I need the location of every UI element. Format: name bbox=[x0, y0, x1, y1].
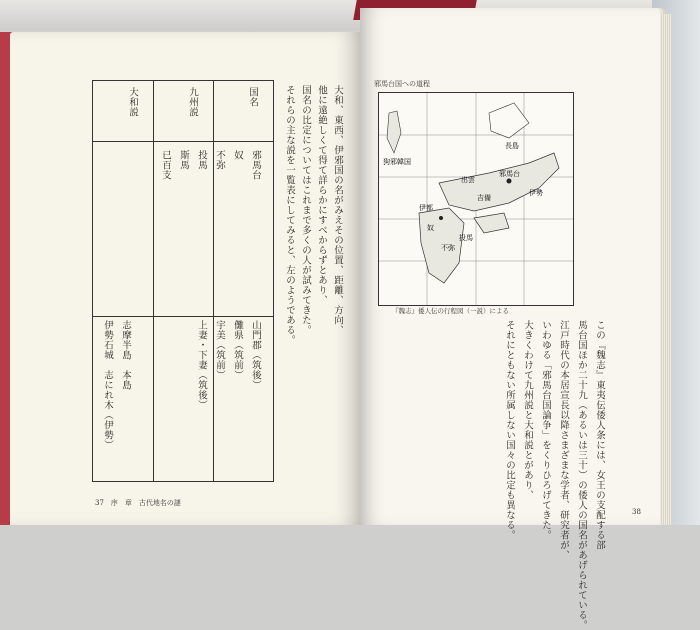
body-text-line: 大和、東西、伊邪国の名がみえその位置、距離、方向、 bbox=[332, 85, 343, 335]
map-label: 長島 bbox=[505, 142, 519, 150]
table-row: 伊勢石城 志にれ木（伊勢） bbox=[102, 320, 113, 450]
map-title: 邪馬台国への道程 bbox=[374, 80, 430, 88]
body-text-line: 江戸時代の本居宣長以降さまざまな学者、研究者が、 bbox=[558, 320, 569, 560]
map-label: 狗邪韓国 bbox=[383, 158, 411, 166]
table-row: 投馬 bbox=[196, 150, 207, 170]
map-label: 邪馬台 bbox=[499, 170, 520, 178]
table-row: 奴 bbox=[232, 150, 243, 160]
map-credit: 『魏志』倭人伝の行程図（一説）による bbox=[392, 307, 509, 315]
table-column-line bbox=[153, 81, 154, 481]
body-text-line: 国名の比定についてはこれまで多くの人が試みてきた。 bbox=[300, 85, 311, 335]
header-country: 国名 bbox=[247, 87, 258, 107]
header-yamato: 大和説 bbox=[127, 87, 138, 117]
body-text-line: この『魏志』東夷伝倭人条には、女王の支配する部 bbox=[594, 320, 605, 550]
body-text-line: 他に遠絶しくて得て詳らかにすべからずとあり、 bbox=[316, 85, 327, 305]
body-text-line: それにともない所属しない国々の比定も異なる。 bbox=[504, 320, 515, 540]
map-label: 奴 bbox=[427, 224, 434, 232]
table-row: 不弥 bbox=[214, 150, 225, 170]
table-row: 宇美（筑前） bbox=[214, 320, 225, 380]
map-figure bbox=[378, 92, 574, 306]
table-row: 山門郡（筑後） bbox=[250, 320, 261, 390]
map-label: 出雲 bbox=[461, 176, 475, 184]
table-separator bbox=[93, 316, 273, 317]
page-number: 38 bbox=[632, 508, 641, 516]
map-label: 伊勢 bbox=[529, 189, 543, 197]
page-edges bbox=[660, 14, 672, 525]
table-row: 已百支 bbox=[160, 150, 171, 180]
japan-map bbox=[379, 93, 573, 305]
table-row: 上妻・下妻（筑後） bbox=[196, 320, 207, 410]
place-name-table bbox=[92, 80, 274, 482]
page-footer: 37 序 章 古代地名の謎 bbox=[95, 499, 181, 507]
table-row: 斯馬 bbox=[178, 150, 189, 170]
body-text-line: 馬台国ほか二十九（あるいは三十）の倭人の国名があげられている。 bbox=[576, 320, 587, 630]
table-row: 志摩半島 本島 bbox=[120, 320, 131, 390]
table-column-line bbox=[213, 81, 214, 481]
map-label: 投馬 bbox=[459, 234, 473, 242]
body-text-line: 大きくわけて九州説と大和説とがあり、 bbox=[522, 320, 533, 500]
body-text-line: いわゆる「邪馬台国論争」をくりひろげてきた。 bbox=[540, 320, 551, 540]
map-label: 不弥 bbox=[441, 244, 455, 252]
body-text-line: それらの主な説を一覧表にしてみると、左のようである。 bbox=[284, 85, 295, 345]
table-row: 邪馬台 bbox=[250, 150, 261, 180]
table-row: 儺県（筑前） bbox=[232, 320, 243, 380]
header-kyushu: 九州説 bbox=[187, 87, 198, 117]
map-label: 吉備 bbox=[477, 194, 491, 202]
map-label: 伊都 bbox=[419, 204, 433, 212]
